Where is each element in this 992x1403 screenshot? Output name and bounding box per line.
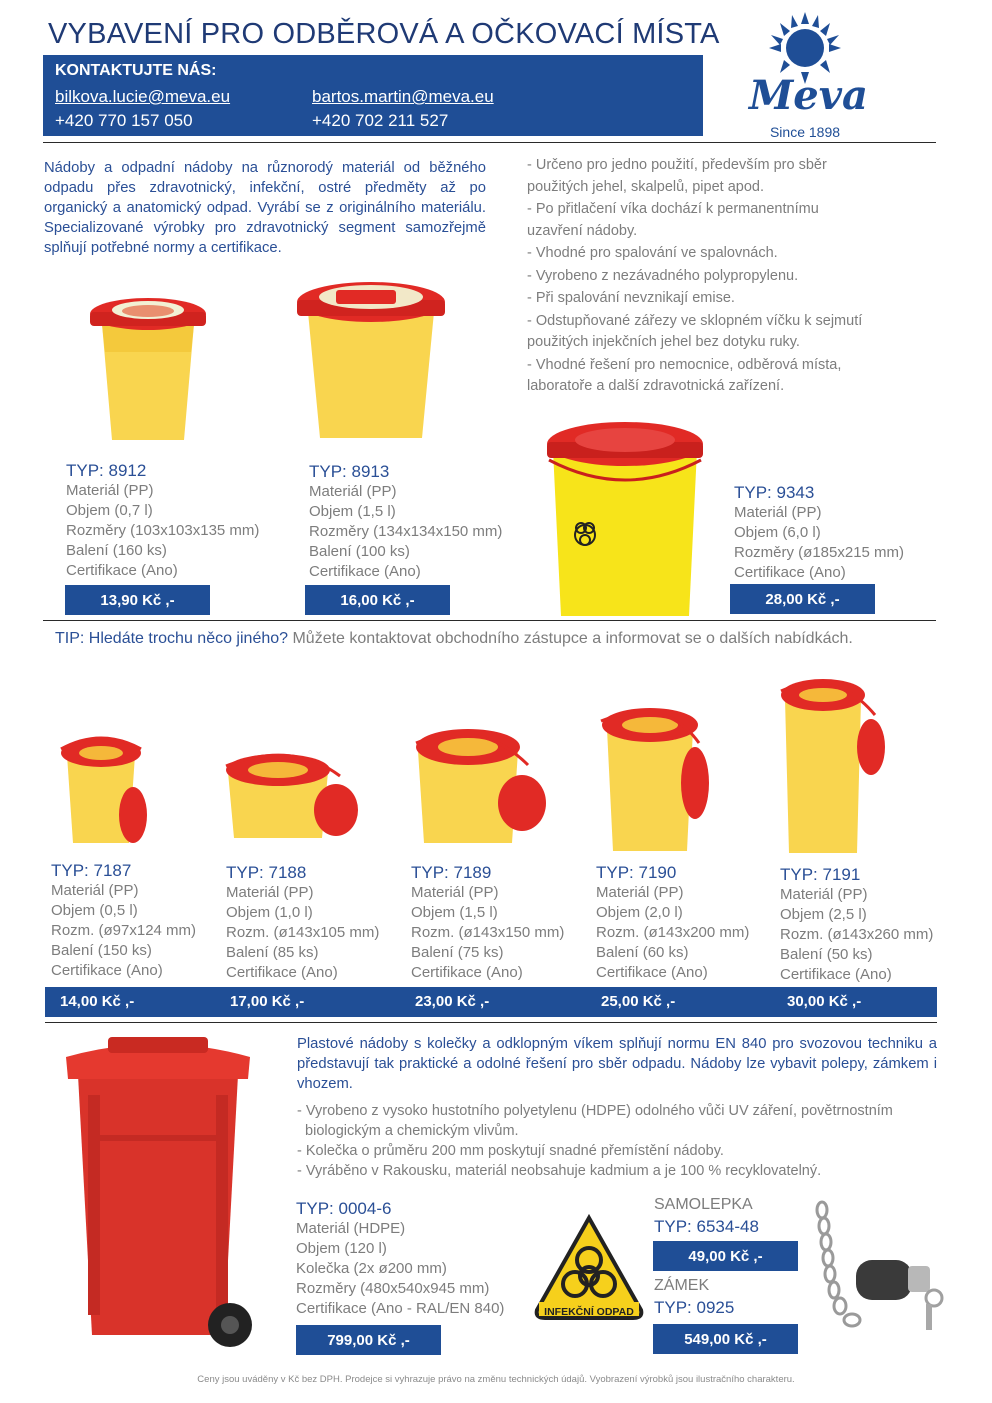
product-attribute: Certifikace (Ano) bbox=[66, 562, 178, 579]
product-image-8913 bbox=[296, 278, 446, 438]
bin-feature-line: - Kolečka o průměru 200 mm poskytují snadné přemístění nádoby. bbox=[297, 1143, 724, 1159]
price-7191: 30,00 Kč ,- bbox=[787, 993, 862, 1010]
tip-text bbox=[55, 630, 853, 648]
product-attribute: Objem (2,5 l) bbox=[780, 906, 867, 923]
product-attribute: Materiál (PP) bbox=[734, 504, 822, 521]
product-attribute: Materiál (PP) bbox=[780, 886, 868, 903]
product-attribute: Objem (120 l) bbox=[296, 1240, 387, 1257]
bin-intro: Plastové nádoby s kolečky a odklopným víkem splňují normu EN 840 pro svozovou techniku a představují tak praktické a odolné řešení pro sběr odpadu. Nádoby lze vybavit polepy, zámkem i vhozem. bbox=[297, 1036, 937, 1092]
product-type: TYP: 7188 bbox=[226, 863, 307, 882]
product-attribute: Balení (50 ks) bbox=[780, 946, 873, 963]
bin-feature-line: - Vyrobeno z vysoko hustotního polyetylenu (HDPE) odolného vůči UV záření, povětrnostním bbox=[297, 1103, 893, 1119]
product-attribute: Rozm. (ø97x124 mm) bbox=[51, 922, 197, 939]
product-attribute: Objem (6,0 l) bbox=[734, 524, 821, 541]
product-attribute: Objem (0,5 l) bbox=[51, 902, 138, 919]
product-attribute: Balení (60 ks) bbox=[596, 944, 689, 961]
product-image-7189 bbox=[410, 725, 550, 845]
sticker-type: TYP: 6534-48 bbox=[654, 1217, 759, 1236]
product-spec-7187 bbox=[51, 860, 196, 981]
product-attribute: Materiál (HDPE) bbox=[296, 1220, 406, 1237]
product-type: TYP: 7189 bbox=[411, 863, 492, 882]
feature-line: uzavření nádoby. bbox=[527, 222, 638, 239]
product-attribute: Rozměry (134x134x150 mm) bbox=[309, 523, 503, 540]
product-type: TYP: 8913 bbox=[309, 462, 390, 481]
product-type: TYP: 7191 bbox=[780, 865, 861, 884]
contact-phone-1: +420 770 157 050 bbox=[55, 111, 193, 130]
contact-box bbox=[43, 55, 703, 136]
product-attribute: Certifikace (Ano) bbox=[411, 964, 523, 981]
page-title: VYBAVENÍ PRO ODBĚROVÁ A OČKOVACÍ MÍSTA bbox=[48, 18, 720, 50]
meva-logo bbox=[745, 8, 868, 143]
contact-label: KONTAKTUJTE NÁS: bbox=[55, 62, 217, 79]
product-attribute: Objem (1,0 l) bbox=[226, 904, 313, 921]
product-spec-7188 bbox=[226, 862, 379, 983]
product-spec-8913 bbox=[309, 461, 502, 582]
product-attribute: Materiál (PP) bbox=[411, 884, 499, 901]
lock-image bbox=[808, 1200, 948, 1340]
header-divider bbox=[43, 142, 936, 143]
product-attribute: Balení (160 ks) bbox=[66, 542, 167, 559]
product-attribute: Materiál (PP) bbox=[596, 884, 684, 901]
product-attribute: Certifikace (Ano - RAL/EN 840) bbox=[296, 1300, 505, 1317]
footer-note: Ceny jsou uváděny v Kč bez DPH. Prodejce si vyhrazuje právo na změnu technických údajů. Vyobrazení výrobků jsou ilustračního charakteru. bbox=[197, 1374, 795, 1385]
price-7190: 25,00 Kč ,- bbox=[601, 993, 676, 1010]
feature-item bbox=[527, 243, 927, 265]
feature-item bbox=[527, 355, 927, 398]
price-7189: 23,00 Kč ,- bbox=[415, 993, 490, 1010]
product-spec-7190 bbox=[596, 862, 749, 983]
feature-line: použitých jehel, skalpelů, pipet apod. bbox=[527, 178, 764, 195]
product-image-7190 bbox=[595, 703, 725, 853]
feature-list bbox=[527, 155, 927, 398]
product-image-9343 bbox=[545, 420, 705, 620]
bin-feature-list bbox=[297, 1101, 947, 1181]
product-image-8912 bbox=[88, 292, 208, 442]
product-image-7191 bbox=[775, 675, 895, 855]
bin-feature-item bbox=[297, 1161, 947, 1181]
feature-line: - Určeno pro jedno použití, především pro sběr bbox=[527, 157, 827, 173]
product-spec-7191 bbox=[780, 864, 933, 985]
product-attribute: Objem (1,5 l) bbox=[309, 503, 396, 520]
product-type: TYP: 8912 bbox=[66, 461, 147, 480]
product-attribute: Certifikace (Ano) bbox=[51, 962, 163, 979]
product-attribute: Objem (2,0 l) bbox=[596, 904, 683, 921]
sticker-label: SAMOLEPKA bbox=[654, 1196, 753, 1213]
product-image-7188 bbox=[222, 750, 362, 840]
product-attribute: Certifikace (Ano) bbox=[596, 964, 708, 981]
product-attribute: Balení (150 ks) bbox=[51, 942, 152, 959]
product-attribute: Rozm. (ø143x260 mm) bbox=[780, 926, 934, 943]
product-image-0004-6 bbox=[58, 1035, 258, 1355]
feature-line: použitých injekčních jehel bez dotyku ruky. bbox=[527, 334, 800, 350]
price-badge-8912: 13,90 Kč ,- bbox=[65, 585, 210, 615]
price-badge-8913: 16,00 Kč ,- bbox=[305, 585, 450, 615]
feature-line: laboratoře a další zdravotnická zařízení. bbox=[527, 378, 785, 394]
feature-line: - Po přitlačení víka dochází k permanentnímu bbox=[527, 201, 819, 217]
product-attribute: Objem (0,7 l) bbox=[66, 502, 153, 519]
price-7187: 14,00 Kč ,- bbox=[60, 993, 135, 1010]
logo-wordmark: Meva bbox=[749, 72, 868, 119]
product-attribute: Rozměry (480x540x945 mm) bbox=[296, 1280, 490, 1297]
feature-item bbox=[527, 155, 927, 198]
product-attribute: Kolečka (2x ø200 mm) bbox=[296, 1260, 447, 1277]
logo-since: Since 1898 bbox=[769, 124, 841, 140]
tip-lead: TIP: Hledáte trochu něco jiného? bbox=[55, 630, 289, 647]
bin-feature-line: - Vyráběno v Rakousku, materiál neobsahuje kadmium a je 100 % recyklovatelný. bbox=[297, 1163, 822, 1179]
price-7188: 17,00 Kč ,- bbox=[230, 993, 305, 1010]
price-badge-0925: 549,00 Kč ,- bbox=[653, 1324, 798, 1354]
product-attribute: Rozm. (ø143x150 mm) bbox=[411, 924, 565, 941]
price-badge-0004-6: 799,00 Kč ,- bbox=[296, 1325, 441, 1355]
product-type: TYP: 7190 bbox=[596, 863, 677, 882]
feature-item bbox=[527, 266, 927, 288]
sticker-sign-text: INFEKČNÍ ODPAD bbox=[544, 1306, 634, 1318]
product-attribute: Materiál (PP) bbox=[51, 882, 139, 899]
feature-item bbox=[527, 311, 927, 354]
product-spec-8912 bbox=[66, 460, 259, 581]
product-attribute: Certifikace (Ano) bbox=[734, 564, 846, 581]
product-attribute: Rozměry (ø185x215 mm) bbox=[734, 544, 905, 561]
product-attribute: Rozm. (ø143x200 mm) bbox=[596, 924, 750, 941]
product-attribute: Rozm. (ø143x105 mm) bbox=[226, 924, 380, 941]
product-spec-7189 bbox=[411, 862, 564, 983]
product-attribute: Balení (85 ks) bbox=[226, 944, 319, 961]
section-divider-2 bbox=[45, 1022, 937, 1023]
product-type: TYP: 9343 bbox=[734, 483, 815, 502]
product-spec-9343 bbox=[734, 482, 904, 583]
product-attribute: Objem (1,5 l) bbox=[411, 904, 498, 921]
lock-type: TYP: 0925 bbox=[654, 1298, 735, 1317]
product-attribute: Materiál (PP) bbox=[226, 884, 314, 901]
product-type: TYP: 7187 bbox=[51, 861, 132, 880]
feature-line: - Vhodné řešení pro nemocnice, odběrová místa, bbox=[527, 356, 842, 373]
product-type: TYP: 0004-6 bbox=[296, 1199, 392, 1218]
product-attribute: Certifikace (Ano) bbox=[780, 966, 892, 983]
price-badge-9343: 28,00 Kč ,- bbox=[730, 584, 875, 614]
contact-email-2[interactable]: bartos.martin@meva.eu bbox=[312, 87, 494, 106]
bin-feature-item bbox=[297, 1141, 947, 1161]
product-attribute: Certifikace (Ano) bbox=[309, 563, 421, 580]
feature-item bbox=[527, 199, 927, 242]
feature-line: - Vhodné pro spalování ve spalovnách. bbox=[527, 245, 778, 261]
product-attribute: Balení (75 ks) bbox=[411, 944, 504, 961]
product-attribute: Materiál (PP) bbox=[66, 482, 154, 499]
feature-line: - Odstupňované zářezy ve sklopném víčku k sejmutí bbox=[527, 312, 863, 329]
tip-rest: Můžete kontaktovat obchodního zástupce a informovat se o dalších nabídkách. bbox=[288, 630, 853, 647]
product-attribute: Rozměry (103x103x135 mm) bbox=[66, 522, 260, 539]
lock-label: ZÁMEK bbox=[654, 1277, 710, 1294]
feature-line: - Vyrobeno z nezávadného polypropylenu. bbox=[527, 267, 799, 284]
product-attribute: Materiál (PP) bbox=[309, 483, 397, 500]
section-divider-1 bbox=[43, 620, 936, 621]
feature-item bbox=[527, 288, 927, 310]
feature-line: - Při spalování nevznikají emise. bbox=[527, 290, 735, 306]
product-attribute: Balení (100 ks) bbox=[309, 543, 410, 560]
bin-feature-item bbox=[297, 1101, 947, 1141]
price-badge-6534-48: 49,00 Kč ,- bbox=[653, 1241, 798, 1271]
product-spec-0004-6 bbox=[296, 1198, 504, 1319]
bin-feature-line: biologickým a chemickým vlivům. bbox=[297, 1123, 519, 1139]
product-attribute: Certifikace (Ano) bbox=[226, 964, 338, 981]
intro-paragraph: Nádoby a odpadní nádoby na různorodý materiál od běžného odpadu přes zdravotnický, infekční, ostré předměty až po organický a anatomický odpad. Vyrábí se z originálního materiálu. Specializované výrobky pro zdravotnický segment samozřejmě splňují potřebné normy a certifikace. bbox=[44, 160, 486, 256]
contact-email-1[interactable]: bilkova.lucie@meva.eu bbox=[55, 87, 231, 106]
contact-phone-2: +420 702 211 527 bbox=[312, 111, 449, 130]
product-image-7187 bbox=[55, 735, 155, 845]
